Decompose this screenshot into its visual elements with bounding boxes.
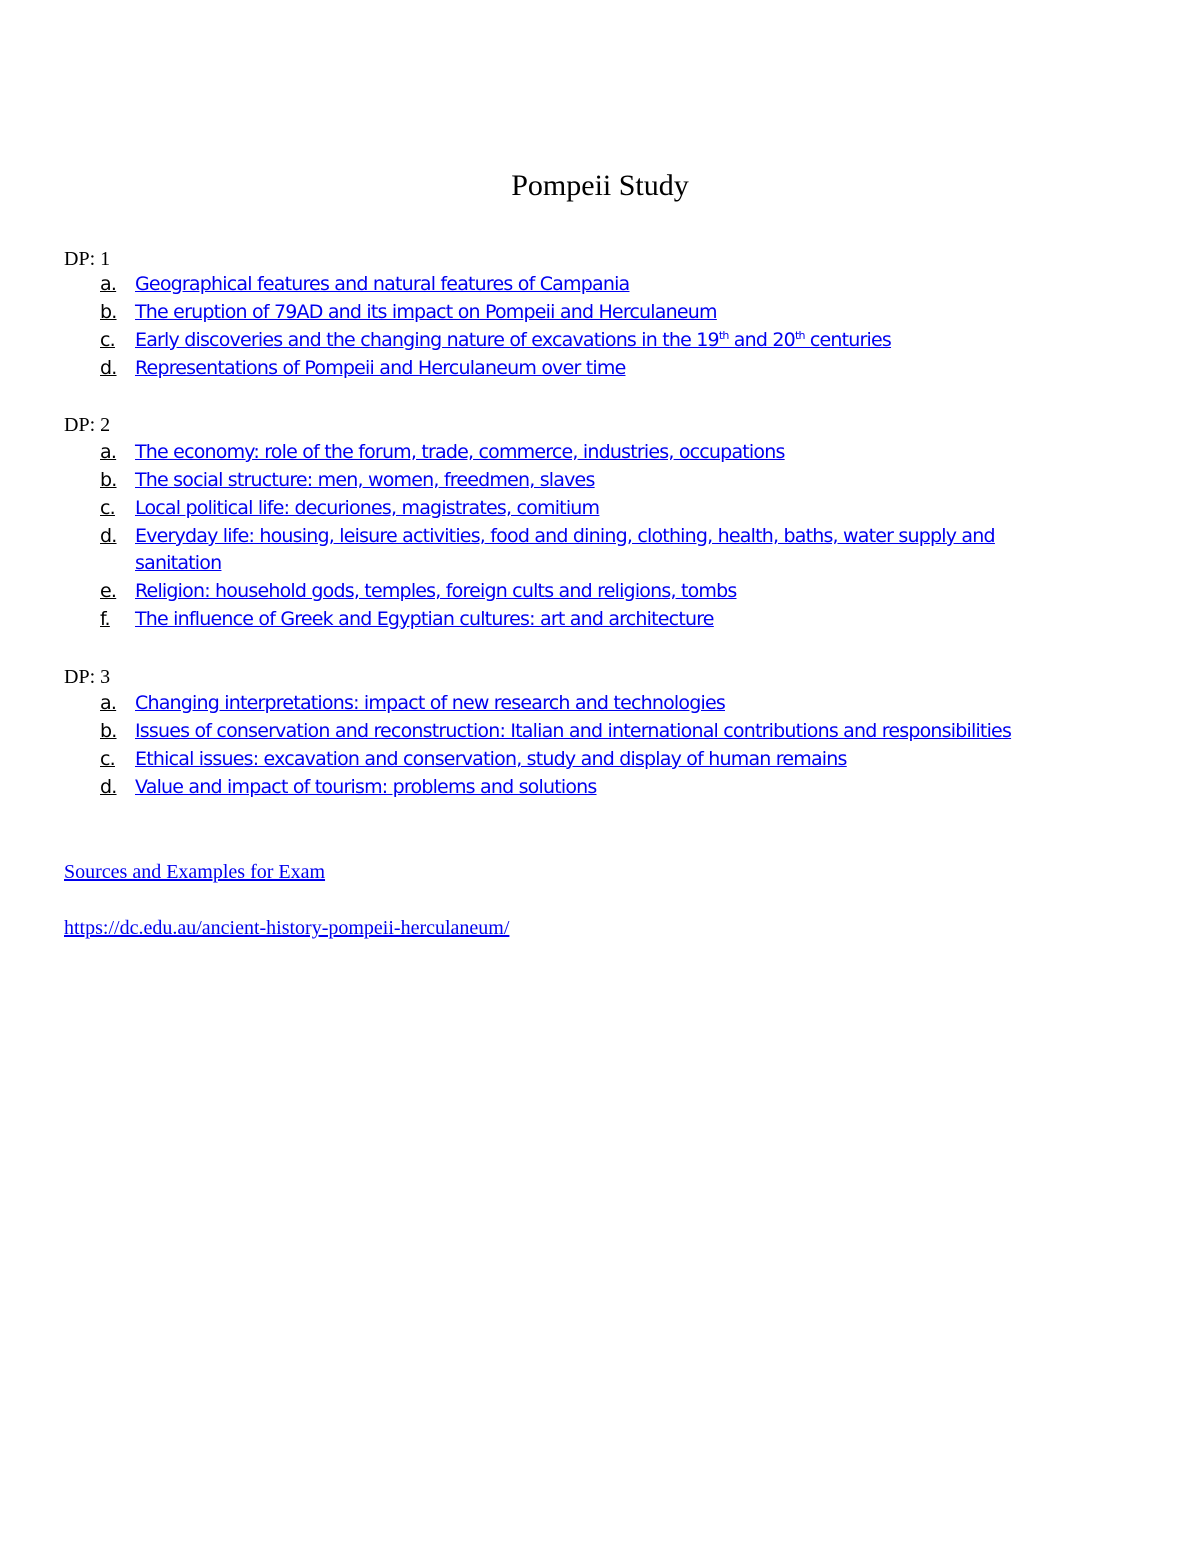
item-letter: d. <box>100 776 117 798</box>
item-text-part: centuries <box>804 329 892 351</box>
item-text: Representations of Pompeii and Herculaneum over time <box>135 357 626 379</box>
link-dp3-c[interactable] <box>100 746 1110 773</box>
item-text: The influence of Greek and Egyptian cultures: art and architecture <box>135 608 714 630</box>
item-letter: a. <box>100 692 117 714</box>
sources-link[interactable]: Sources and Examples for Exam <box>64 861 326 883</box>
item-letter: a. <box>100 441 117 463</box>
item-letter: c. <box>100 329 115 351</box>
section-heading-dp3: DP: 3 <box>64 666 111 688</box>
link-dp3-b[interactable] <box>100 718 1110 745</box>
item-letter: b. <box>100 720 117 742</box>
link-dp3-d[interactable] <box>100 774 1110 801</box>
item-letter: c. <box>100 748 115 770</box>
link-dp2-b[interactable] <box>100 467 1110 494</box>
item-letter: c. <box>100 497 115 519</box>
item-text: The social structure: men, women, freedmen, slaves <box>135 469 595 491</box>
link-dp2-c[interactable] <box>100 495 1110 522</box>
item-text: Religion: household gods, temples, foreign cults and religions, tombs <box>135 580 737 602</box>
link-dp3-a[interactable] <box>100 690 1110 717</box>
section-heading-dp2: DP: 2 <box>64 414 111 436</box>
item-text-part: Early discoveries and the changing nature of excavations in the 19 <box>135 329 719 351</box>
link-dp1-a[interactable] <box>100 271 1110 298</box>
item-letter: d. <box>100 525 117 547</box>
item-text: The economy: role of the forum, trade, commerce, industries, occupations <box>135 441 785 463</box>
item-text: Local political life: decuriones, magistrates, comitium <box>135 497 600 519</box>
link-dp2-e[interactable] <box>100 578 1110 605</box>
link-dp2-d[interactable] <box>100 523 1070 577</box>
link-dp2-f[interactable] <box>100 606 1110 633</box>
item-text: Geographical features and natural features of Campania <box>135 273 630 295</box>
item-text: Ethical issues: excavation and conservation, study and display of human remains <box>135 748 847 770</box>
item-text: Changing interpretations: impact of new research and technologies <box>135 692 725 714</box>
superscript: th <box>794 329 805 342</box>
item-text: Issues of conservation and reconstruction: Italian and international contributions and responsibilities <box>135 720 1012 742</box>
item-text-part: and 20 <box>728 329 795 351</box>
link-dp1-c[interactable] <box>100 327 1110 354</box>
item-text: The eruption of 79AD and its impact on Pompeii and Herculaneum <box>135 301 717 323</box>
item-text: Everyday life: housing, leisure activities, food and dining, clothing, health, baths, water supply and sanitation <box>135 525 995 574</box>
link-dp1-d[interactable] <box>100 355 1110 382</box>
item-letter: b. <box>100 469 117 491</box>
link-dp1-b[interactable] <box>100 299 1110 326</box>
item-letter: b. <box>100 301 117 323</box>
link-dp2-a[interactable] <box>100 439 1110 466</box>
item-text <box>135 327 1110 354</box>
section-heading-dp1: DP: 1 <box>64 248 111 270</box>
item-letter: d. <box>100 357 117 379</box>
item-letter: e. <box>100 580 117 602</box>
item-letter: f. <box>100 608 110 630</box>
url-link[interactable]: https://dc.edu.au/ancient-history-pompeii-herculaneum/ <box>64 917 510 939</box>
page-title: Pompeii Study <box>511 169 689 202</box>
item-letter: a. <box>100 273 117 295</box>
superscript: th <box>718 329 729 342</box>
item-text: Value and impact of tourism: problems and solutions <box>135 776 597 798</box>
